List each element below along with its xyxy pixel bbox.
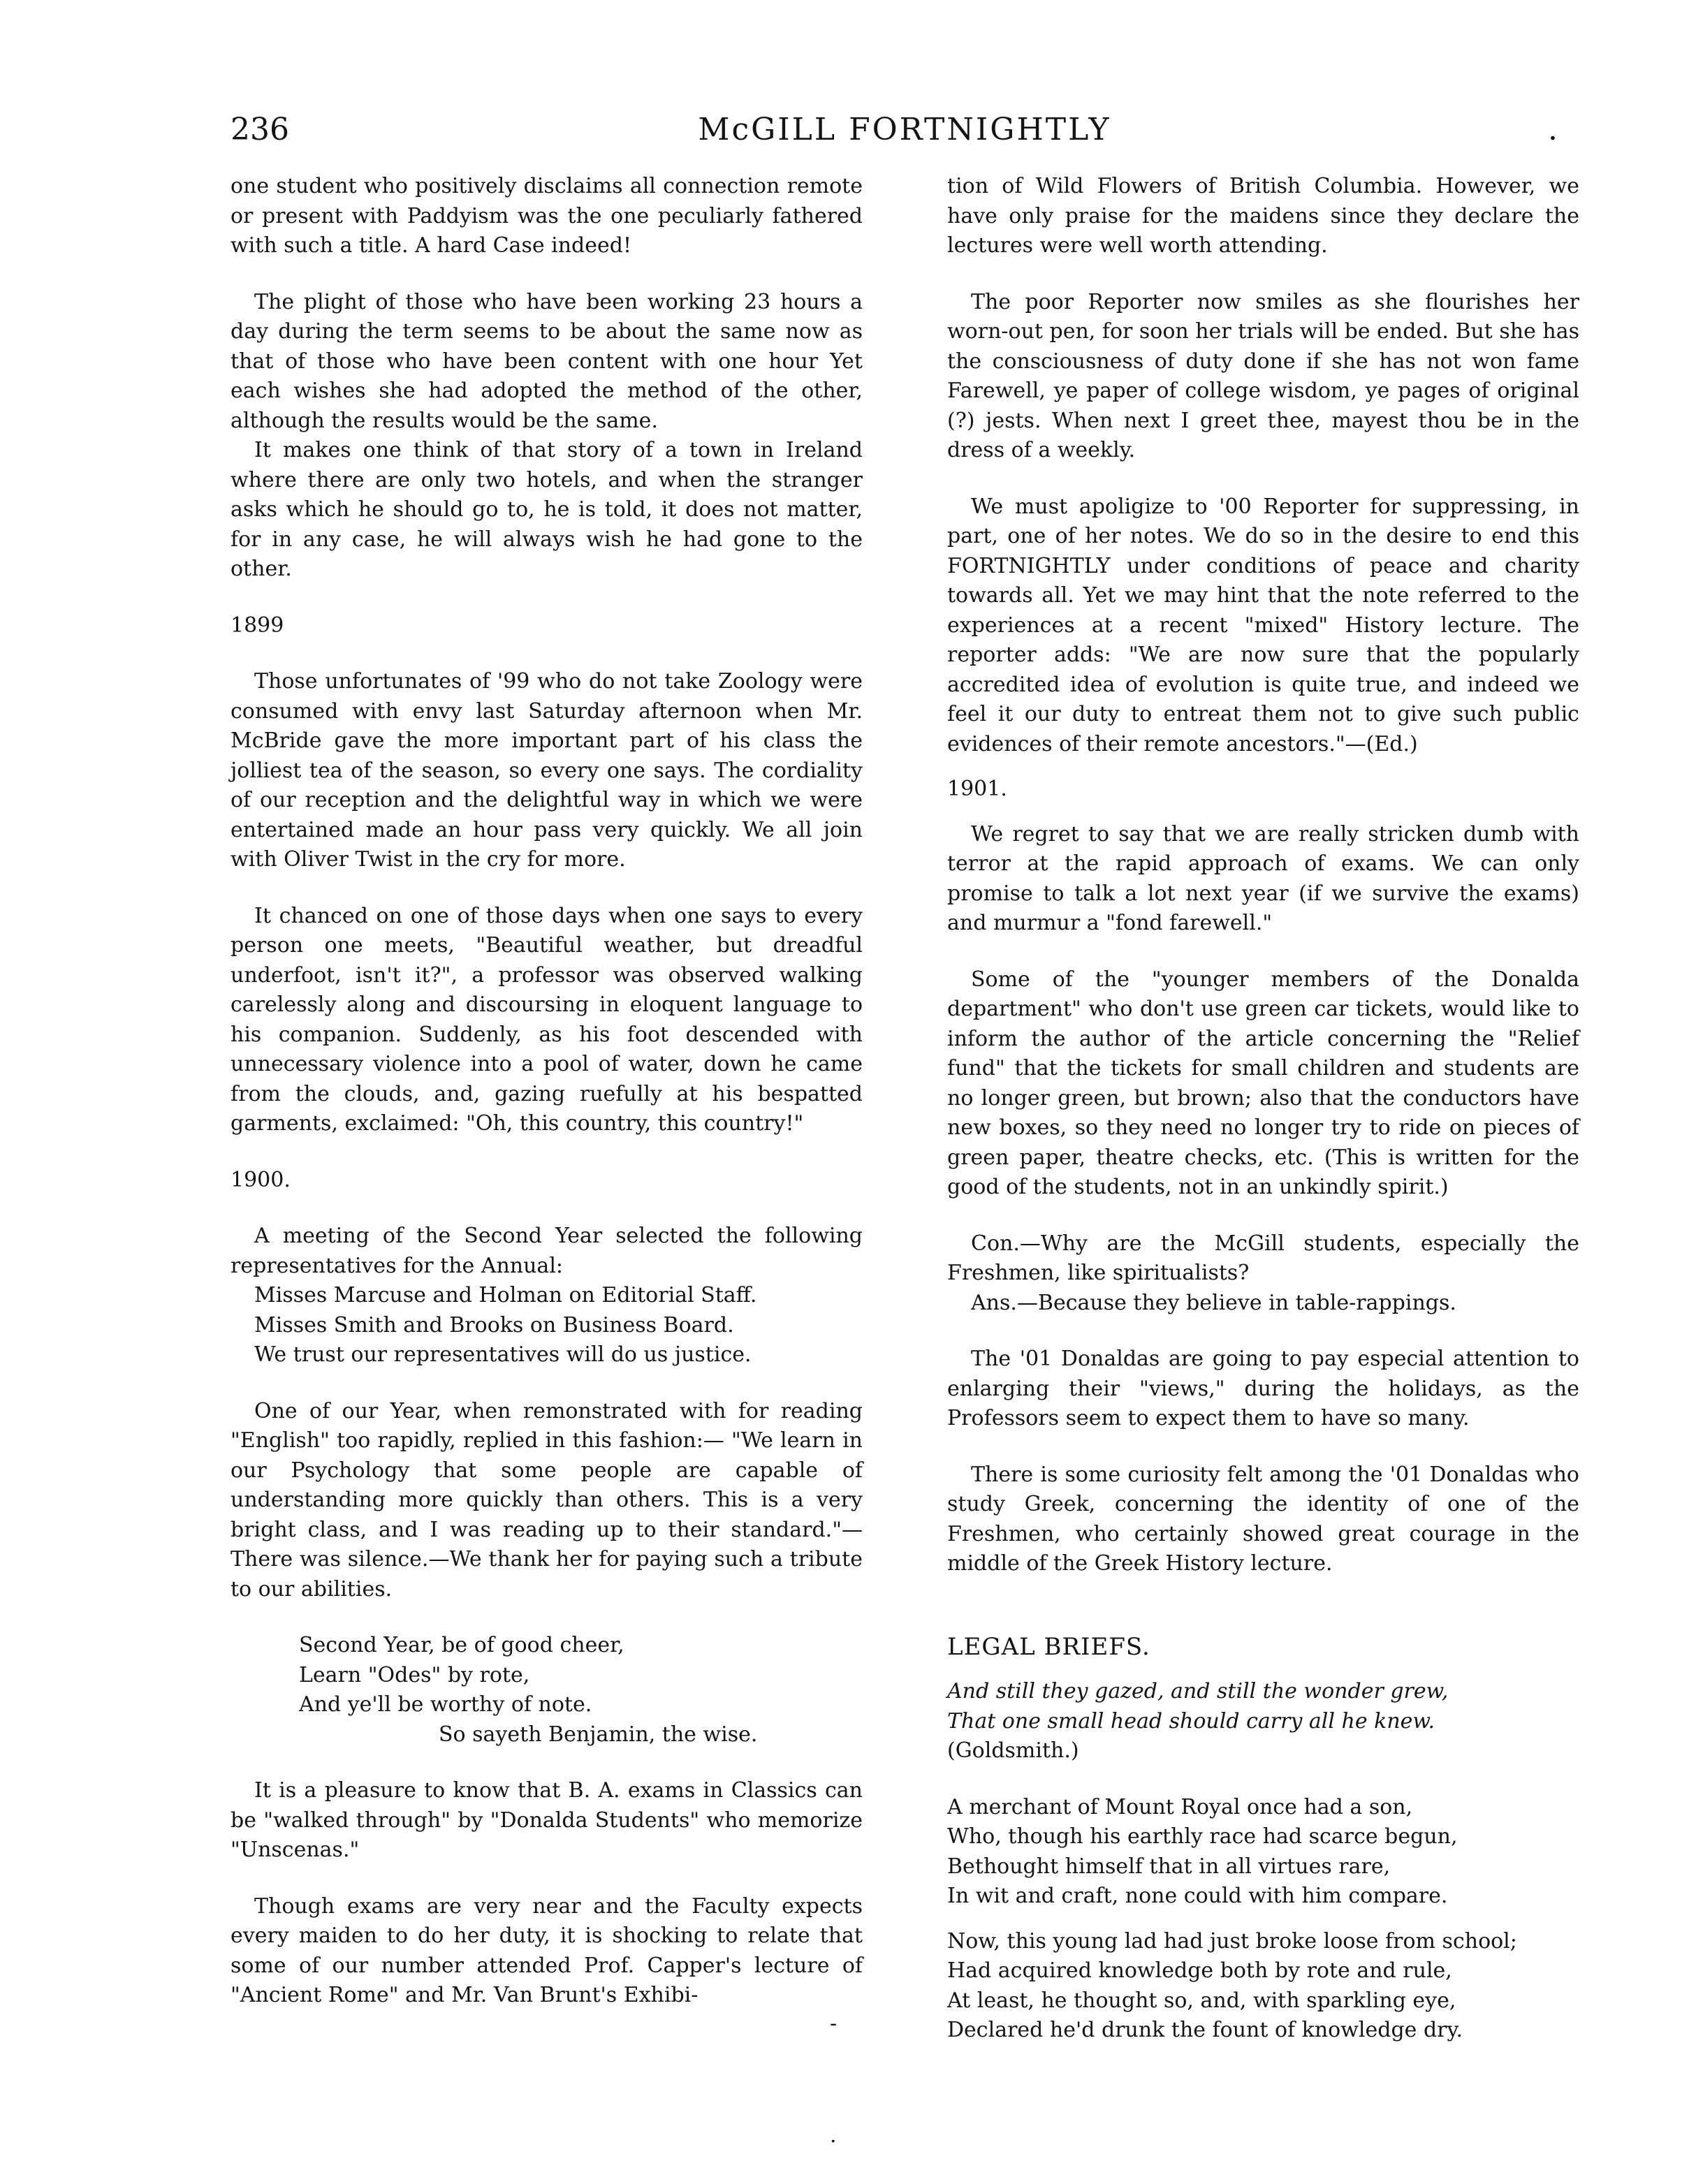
paragraph: Ans.—Because they believe in table-rappings. <box>971 1290 1456 1315</box>
paragraph: It chanced on one of those days when one says to every person one meets, "Beautiful weather, but dreadful underfoot, isn't it?", a professor was observed walking carelessly along and discoursing in eloquent language to his companion. Suddenly, as his foot descended with unnecessary violence into a pool of water, down he came from the clouds, and, gazing ruefully at his bespatted garments, exclaimed: "Oh, this country, this country!" <box>231 903 863 1136</box>
paragraph: tion of Wild Flowers of British Columbia. However, we have only praise for the maidens since they declare the lectures were well worth attending. <box>947 174 1579 258</box>
paragraph: One of our Year, when remonstrated with for reading "English" too rapidly, replied in this fashion:— "We learn in our Psychology that some people are capable of understanding more quickly than others. This is a very bright class, and I was reading up to their standard."—There was silence.—We thank her for paying such a tribute to our abilities. <box>231 1398 863 1602</box>
verse-line: Now, this young lad had just broke loose from school; <box>947 1928 1517 1954</box>
stray-mark: - <box>830 2011 838 2036</box>
paragraph: We must apoligize to '00 Reporter for suppressing, in part, one of her notes. We do so in the desire to end this FORTNIGHTLY under conditions of peace and charity towards all. Yet we may hint that the note referred to the experiences at a recent "mixed" History lecture. The reporter adds: "We are now sure that the popularly accredited idea of evolution is quite true, and indeed we feel it our duty to entreat them not to give such public evidences of their remote ancestors."—(Ed.) <box>947 494 1579 756</box>
poem-line: And ye'll be worthy of note. <box>299 1692 592 1717</box>
list-item: Misses Smith and Brooks on Business Board. <box>254 1312 734 1337</box>
verse-stanza <box>947 1927 1579 2046</box>
paragraph: It is a pleasure to know that B. A. exams in Classics can be "walked through" by "Donalda Students" who memorize "Unscenas." <box>231 1778 863 1862</box>
list-item: Misses Marcuse and Holman on Editorial Staff. <box>254 1283 757 1307</box>
poem-line: Learn "Odes" by rote, <box>299 1662 530 1687</box>
paragraph: It makes one think of that story of a town in Ireland where there are only two hotels, and when the stranger asks which he should go to, he is told, it does not matter, for in any case, he will always wish he had gone to the other. <box>231 438 863 581</box>
verse-line: Bethought himself that in all virtues rare, <box>947 1854 1391 1879</box>
epigraph-line: And still they gazed, and still the wonder grew, <box>947 1679 1449 1703</box>
poem-line: Second Year, be of good cheer, <box>299 1633 624 1657</box>
right-column <box>947 172 1579 2046</box>
page-header <box>231 112 1579 154</box>
paragraph: Con.—Why are the McGill students, especially the Freshmen, like spiritualists? <box>947 1231 1579 1285</box>
paragraph: Though exams are very near and the Faculty expects every maiden to do her duty, it is shocking to relate that some of our number attended Prof. Capper's lecture of "Ancient Rome" and Mr. Van Brunt's Exhibi- <box>231 1893 863 2007</box>
poem-signature: So sayeth Benjamin, the wise. <box>439 1722 758 1747</box>
verse-line: In wit and craft, none could with him compare. <box>947 1884 1448 1908</box>
paragraph: We regret to say that we are really stricken dumb with terror at the rapid approach of exams. We can only promise to talk a lot next year (if we survive the exams) and murmur a "fond farewell." <box>947 821 1579 935</box>
left-column <box>231 172 863 2011</box>
page-number: 236 <box>231 112 289 147</box>
paragraph: There is some curiosity felt among the '01 Donaldas who study Greek, concerning the identity of one of the Freshmen, who certainly showed great courage in the middle of the Greek History lecture. <box>947 1462 1579 1576</box>
header-dot: . <box>1548 112 1558 147</box>
paragraph: one student who positively disclaims all connection remote or present with Paddyism was the one peculiarly fathered with such a title. A hard Case indeed! <box>231 174 863 258</box>
section-heading: LEGAL BRIEFS. <box>947 1632 1150 1661</box>
paragraph: The poor Reporter now smiles as she flourishes her worn-out pen, for soon her trials will be ended. But she has the consciousness of duty done if she has not won fame Farewell, ye paper of college wisdom, ye pages of original (?) jests. When next I greet thee, mayest thou be in the dress of a weekly. <box>947 289 1580 462</box>
page-title: McGILL FORTNIGHTLY <box>698 112 1111 147</box>
stray-mark: . <box>830 2123 837 2148</box>
verse-line: At least, he thought so, and, with sparkling eye, <box>947 1988 1456 2013</box>
paragraph: The '01 Donaldas are going to pay especial attention to enlarging their "views," during the holidays, as the Professors seem to expect them to have so many. <box>947 1347 1579 1430</box>
epigraph-line: That one small head should carry all he knew. <box>947 1708 1435 1734</box>
poem <box>231 1631 863 1750</box>
paragraph: The plight of those who have been working 23 hours a day during the term seems to be about the same now as that of those who have been content with one hour Yet each wishes she had adopted the method of the other, although the results would be the same. <box>231 289 863 433</box>
list-item: We trust our representatives will do us justice. <box>254 1342 752 1367</box>
paragraph: A meeting of the Second Year selected the following representatives for the Annual: <box>231 1224 863 1278</box>
verse-line: Declared he'd drunk the fount of knowledge dry. <box>947 2018 1463 2042</box>
year-heading: 1901. <box>947 777 1007 801</box>
verse-stanza <box>947 1793 1579 1912</box>
epigraph-attribution: (Goldsmith.) <box>947 1738 1079 1763</box>
year-heading: 1899 <box>231 613 284 638</box>
paragraph: Those unfortunates of '99 who do not take Zoology were consumed with envy last Saturday afternoon when Mr. McBride gave the more important part of his class the jolliest tea of the season, so every one says. The cordiality of our reception and the delightful way in which we were entertained made an hour pass very quickly. We all join with Oliver Twist in the cry for more. <box>231 669 863 872</box>
verse-line: Had acquired knowledge both by rote and rule, <box>947 1958 1452 1983</box>
year-heading: 1900. <box>231 1167 291 1192</box>
verse-line: Who, though his earthly race had scarce begun, <box>947 1824 1458 1849</box>
representatives-list <box>231 1281 863 1370</box>
paragraph: Some of the "younger members of the Donalda department" who don't use green car tickets, would like to inform the author of the article concerning the "Relief fund" that the tickets for small children and students are no longer green, but brown; also that the conductors have new boxes, so they need no longer try to ride on pieces of green paper, theatre checks, etc. (This is written for the good of the students, not in an unkindly spirit.) <box>947 967 1579 1199</box>
verse-line: A merchant of Mount Royal once had a son, <box>947 1794 1413 1819</box>
